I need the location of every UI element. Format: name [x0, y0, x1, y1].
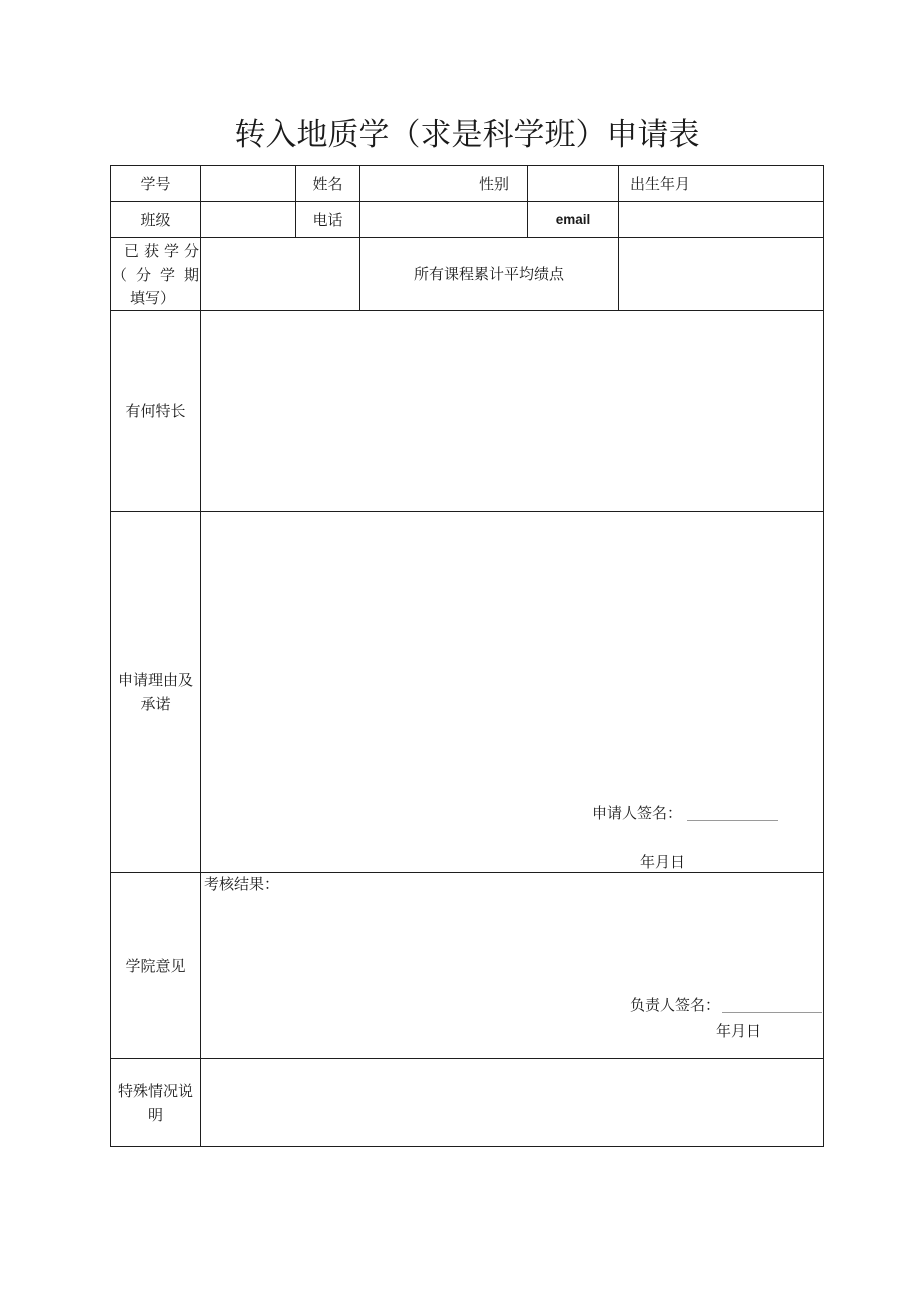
email-label: email [555, 211, 591, 227]
name-label: 姓名 [295, 165, 360, 202]
applicant-date-label: 年月日 [640, 853, 686, 871]
phone-field [359, 201, 528, 238]
phone-label: 电话 [295, 201, 360, 238]
credits-label-cell [110, 237, 201, 311]
special-notes-label-cell [110, 1058, 201, 1147]
class-label: 班级 [110, 201, 201, 238]
college-opinion-field [200, 872, 824, 1059]
student-id-label: 学号 [110, 165, 201, 202]
special-notes-label-line-2: 明 [147, 1105, 163, 1124]
applicant-signature-label: 申请人签名： [592, 804, 683, 822]
special-notes-field [200, 1058, 824, 1147]
credits-label-line-2: （分学期 [112, 266, 199, 284]
name-field [359, 165, 528, 202]
college-opinion-label: 学院意见 [110, 872, 201, 1059]
special-notes-label [118, 1079, 193, 1127]
credits-label-line-1: 已获学分 [124, 242, 199, 260]
reason-label [118, 668, 193, 716]
specialty-label: 有何特长 [110, 310, 201, 512]
form-title: 转入地质学（求是科学班）申请表 [234, 117, 700, 153]
reason-label-line-2: 承诺 [140, 695, 171, 713]
student-id-field [200, 165, 296, 202]
reason-label-line-1: 申请理由及 [117, 671, 193, 689]
gender-field [527, 165, 619, 202]
email-field [618, 201, 824, 238]
specialty-field [200, 310, 824, 512]
applicant-signature-line [687, 820, 778, 821]
credits-field [200, 237, 360, 311]
credits-label-line-3: 填写） [130, 289, 176, 307]
supervisor-signature-line [722, 1012, 822, 1013]
special-notes-label-line-1: 特殊情况说 [117, 1081, 193, 1100]
class-field [200, 201, 296, 238]
birth-date-label: 出生年月 [630, 174, 691, 193]
gpa-field [618, 237, 824, 311]
gpa-label: 所有课程累计平均绩点 [359, 237, 619, 311]
reason-label-cell [110, 511, 201, 873]
birth-date-cell [618, 165, 824, 202]
reason-field [200, 511, 824, 873]
email-label-cell [527, 201, 619, 238]
assessment-result-label: 考核结果： [204, 875, 280, 893]
supervisor-date-label: 年月日 [716, 1022, 762, 1040]
supervisor-signature-label: 负责人签名： [630, 996, 721, 1014]
gender-label: 性别 [478, 174, 509, 193]
